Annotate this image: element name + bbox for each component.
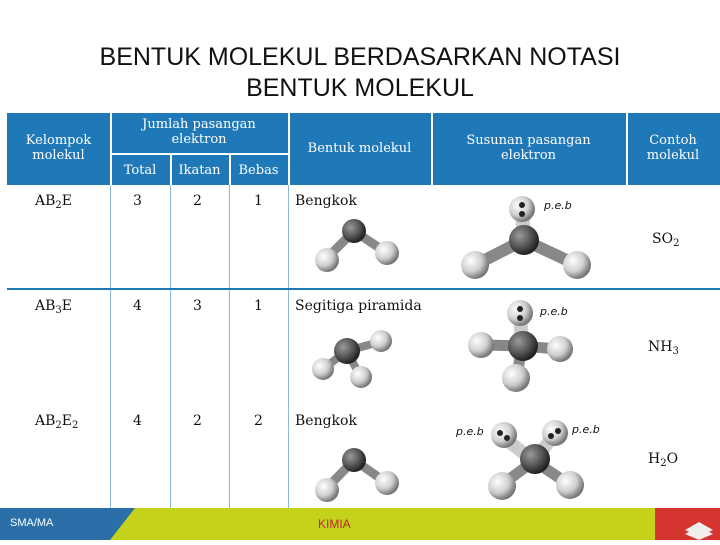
header-group: Kelompok molekul (25, 133, 92, 163)
pyramidal-molecule-model (312, 330, 392, 388)
book-icon (655, 508, 720, 540)
footer-right-block (655, 508, 720, 540)
page-title-line2: BENTUK MOLEKUL (246, 74, 474, 102)
footer-bar (0, 508, 720, 540)
header-free: Bebas (238, 163, 279, 178)
row-free: 1 (254, 298, 263, 314)
row-bonding: 2 (193, 413, 202, 429)
header-arrangement: Susunan pasangan elektron (466, 133, 591, 163)
row-example: $NH_3$ (648, 339, 679, 357)
row-bonding: 2 (193, 193, 202, 209)
row-formula: $AB_2E_2$ (35, 413, 79, 431)
header-electron-pairs: Jumlah pasangan elektron (142, 117, 256, 147)
row-bonding: 3 (193, 298, 202, 314)
molecule-illustrations (7, 113, 720, 511)
molecule-shape-table (7, 113, 720, 511)
lone-pair-label: p.e.b (544, 199, 572, 212)
bent-molecule-model (315, 219, 399, 272)
trigonal-planar-arrangement (461, 196, 591, 279)
header-example: Contoh molekul (646, 133, 700, 163)
lone-pair-label: p.e.b (572, 423, 600, 436)
row-example: $SO_2$ (652, 231, 680, 249)
page-title (0, 42, 720, 104)
footer-subject-label: KIMIA (318, 517, 351, 531)
row-shape: Segitiga piramida (295, 298, 422, 314)
row-formula: $AB_3E$ (35, 298, 73, 316)
footer-mid-block (110, 508, 655, 540)
row-total: 3 (133, 193, 142, 209)
tetrahedral-two-lone-pairs-arrangement (488, 420, 584, 500)
header-bonding: Ikatan (178, 163, 221, 178)
row-formula: $AB_2E$ (35, 193, 73, 211)
row-shape: Bengkok (295, 413, 357, 429)
row-total: 4 (133, 298, 142, 314)
bent-molecule-model (315, 448, 399, 502)
row-total: 4 (133, 413, 142, 429)
header-total: Total (123, 163, 157, 178)
row-example: $H_2O$ (648, 451, 679, 469)
row-shape: Bengkok (295, 193, 357, 209)
row-free: 1 (254, 193, 263, 209)
lone-pair-label: p.e.b (456, 425, 484, 438)
footer-level-label: SMA/MA (10, 517, 54, 529)
page-title-line1: BENTUK MOLEKUL BERDASARKAN NOTASI (99, 43, 621, 71)
header-shape: Bentuk molekul (307, 141, 412, 156)
lone-pair-label: p.e.b (540, 305, 568, 318)
row-free: 2 (254, 413, 263, 429)
tetrahedral-arrangement (468, 300, 573, 392)
